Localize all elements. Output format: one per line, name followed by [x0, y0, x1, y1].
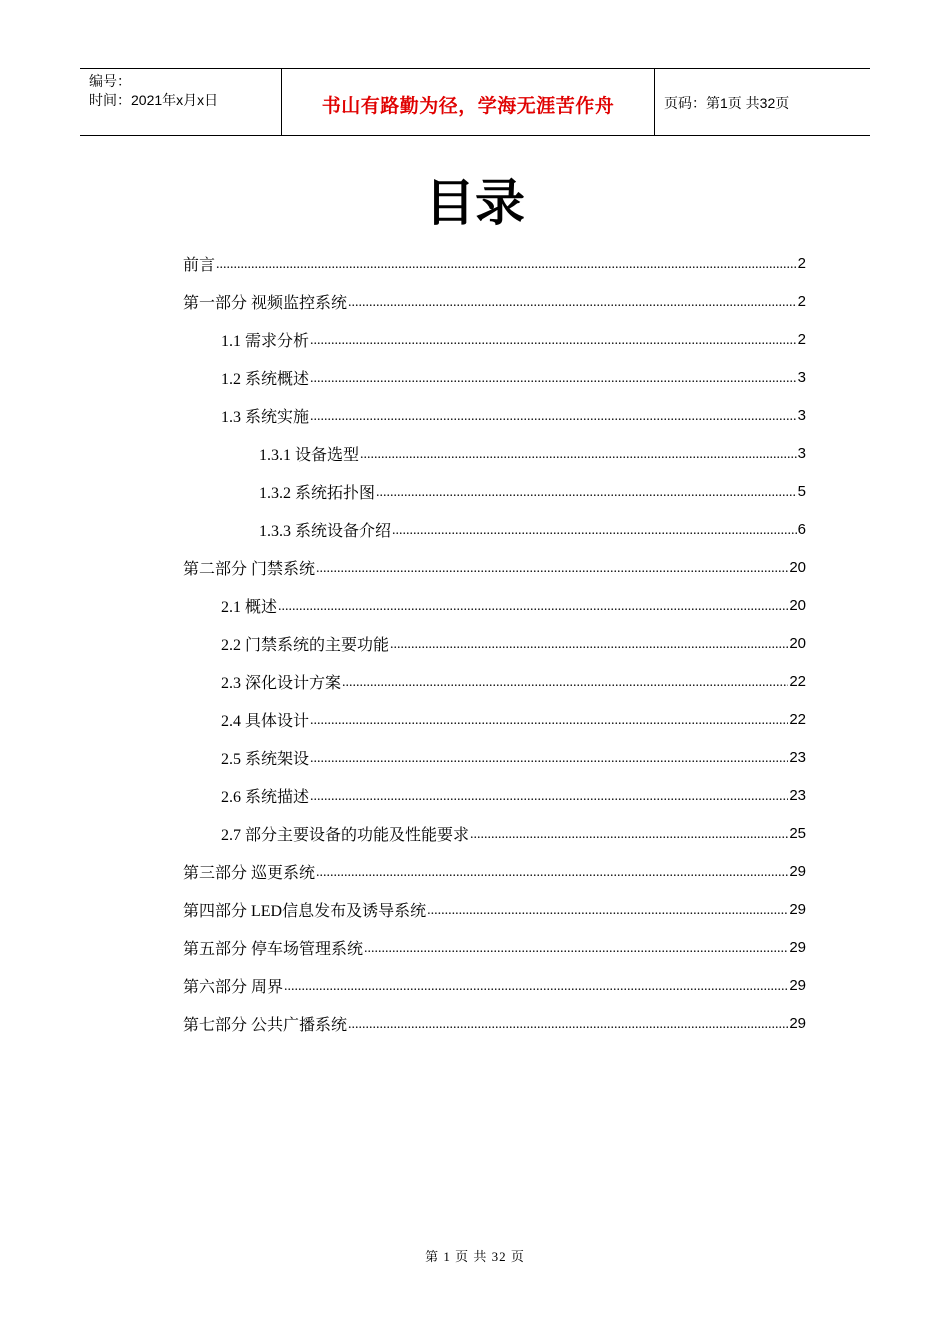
toc-entry[interactable] [183, 700, 806, 738]
toc-entry-label: 1.3.1 设备选型 [259, 446, 360, 464]
toc-entry[interactable] [183, 396, 806, 434]
toc-entry-page: 2 [797, 330, 806, 348]
toc-entry-page: 23 [789, 748, 806, 766]
page-footer: 第 1 页 共 32 页 [425, 1249, 525, 1264]
toc-entry[interactable] [183, 966, 806, 1004]
toc-dot-leader [310, 788, 788, 806]
page-title: 目录 [425, 174, 525, 232]
header-page-info: 页码：第1页 共32页 [664, 95, 790, 111]
toc-dot-leader [392, 522, 797, 540]
toc-entry-page: 2 [797, 292, 806, 310]
header-page-cell [655, 69, 870, 135]
toc-entry-page: 3 [797, 406, 806, 424]
toc-entry-page: 29 [789, 900, 806, 918]
toc-dot-leader [427, 902, 788, 920]
toc-entry-page: 29 [789, 938, 806, 956]
table-of-contents [183, 244, 806, 1042]
toc-entry[interactable] [183, 852, 806, 890]
toc-entry[interactable] [183, 282, 806, 320]
toc-entry-page: 29 [789, 862, 806, 880]
toc-entry-label: 2.5 系统架设 [221, 750, 310, 768]
toc-entry-label: 第一部分 视频监控系统 [183, 294, 348, 312]
toc-dot-leader [342, 674, 788, 692]
toc-dot-leader [310, 408, 797, 426]
toc-entry-label: 1.3 系统实施 [221, 408, 310, 426]
toc-dot-leader [348, 294, 797, 312]
toc-entry-label: 1.2 系统概述 [221, 370, 310, 388]
toc-entry-page: 6 [797, 520, 806, 538]
header-meta-cell [80, 69, 282, 135]
toc-dot-leader [348, 1016, 788, 1034]
toc-dot-leader [360, 446, 797, 464]
toc-entry-page: 3 [797, 368, 806, 386]
toc-entry-page: 22 [789, 710, 806, 728]
time-label: 时间：2021年x月x日 [89, 92, 219, 108]
toc-entry[interactable] [183, 624, 806, 662]
toc-entry-label: 前言 [183, 256, 216, 274]
toc-entry-label: 1.1 需求分析 [221, 332, 310, 350]
toc-entry-label: 第六部分 周界 [183, 978, 284, 996]
toc-dot-leader [316, 560, 788, 578]
toc-entry-page: 20 [789, 634, 806, 652]
toc-dot-leader [310, 370, 797, 388]
toc-entry-label: 1.3.3 系统设备介绍 [259, 522, 392, 540]
toc-dot-leader [216, 256, 797, 274]
toc-entry-page: 29 [789, 1014, 806, 1032]
toc-entry-page: 3 [797, 444, 806, 462]
toc-dot-leader [310, 712, 788, 730]
toc-entry-label: 2.7 部分主要设备的功能及性能要求 [221, 826, 470, 844]
toc-entry-label: 第三部分 巡更系统 [183, 864, 316, 882]
toc-dot-leader [310, 750, 788, 768]
toc-entry-label: 第五部分 停车场管理系统 [183, 940, 364, 958]
toc-entry-label: 2.3 深化设计方案 [221, 674, 342, 692]
toc-entry[interactable] [183, 586, 806, 624]
toc-entry-page: 20 [789, 596, 806, 614]
toc-entry-page: 22 [789, 672, 806, 690]
toc-dot-leader [316, 864, 788, 882]
toc-entry[interactable] [183, 738, 806, 776]
toc-dot-leader [278, 598, 788, 616]
toc-entry[interactable] [183, 776, 806, 814]
motto-text: 书山有路勤为径，学海无涯苦作舟 [321, 94, 615, 117]
toc-entry[interactable] [183, 320, 806, 358]
toc-dot-leader [376, 484, 797, 502]
toc-entry-page: 5 [797, 482, 806, 500]
toc-dot-leader [470, 826, 788, 844]
toc-entry[interactable] [183, 244, 806, 282]
serial-number-label: 编号： [89, 73, 131, 89]
toc-entry[interactable] [183, 358, 806, 396]
toc-entry[interactable] [183, 662, 806, 700]
toc-dot-leader [310, 332, 797, 350]
toc-entry[interactable] [183, 890, 806, 928]
toc-entry[interactable] [183, 434, 806, 472]
toc-dot-leader [284, 978, 788, 996]
toc-entry-page: 25 [789, 824, 806, 842]
toc-entry[interactable] [183, 1004, 806, 1042]
toc-entry-label: 2.2 门禁系统的主要功能 [221, 636, 390, 654]
toc-entry-page: 23 [789, 786, 806, 804]
toc-dot-leader [364, 940, 788, 958]
toc-entry-page: 20 [789, 558, 806, 576]
toc-dot-leader [390, 636, 788, 654]
toc-entry[interactable] [183, 928, 806, 966]
toc-entry[interactable] [183, 510, 806, 548]
toc-entry[interactable] [183, 472, 806, 510]
toc-entry-label: 2.6 系统描述 [221, 788, 310, 806]
toc-entry-label: 第七部分 公共广播系统 [183, 1016, 348, 1034]
header-motto-cell [282, 69, 655, 135]
toc-entry-page: 2 [797, 254, 806, 272]
toc-entry-label: 2.1 概述 [221, 598, 278, 616]
toc-entry-label: 2.4 具体设计 [221, 712, 310, 730]
page-header [80, 68, 870, 136]
toc-entry-label: 1.3.2 系统拓扑图 [259, 484, 376, 502]
toc-entry-label: 第四部分 LED信息发布及诱导系统 [183, 902, 427, 920]
toc-entry[interactable] [183, 548, 806, 586]
toc-entry-page: 29 [789, 976, 806, 994]
toc-entry[interactable] [183, 814, 806, 852]
toc-entry-label: 第二部分 门禁系统 [183, 560, 316, 578]
